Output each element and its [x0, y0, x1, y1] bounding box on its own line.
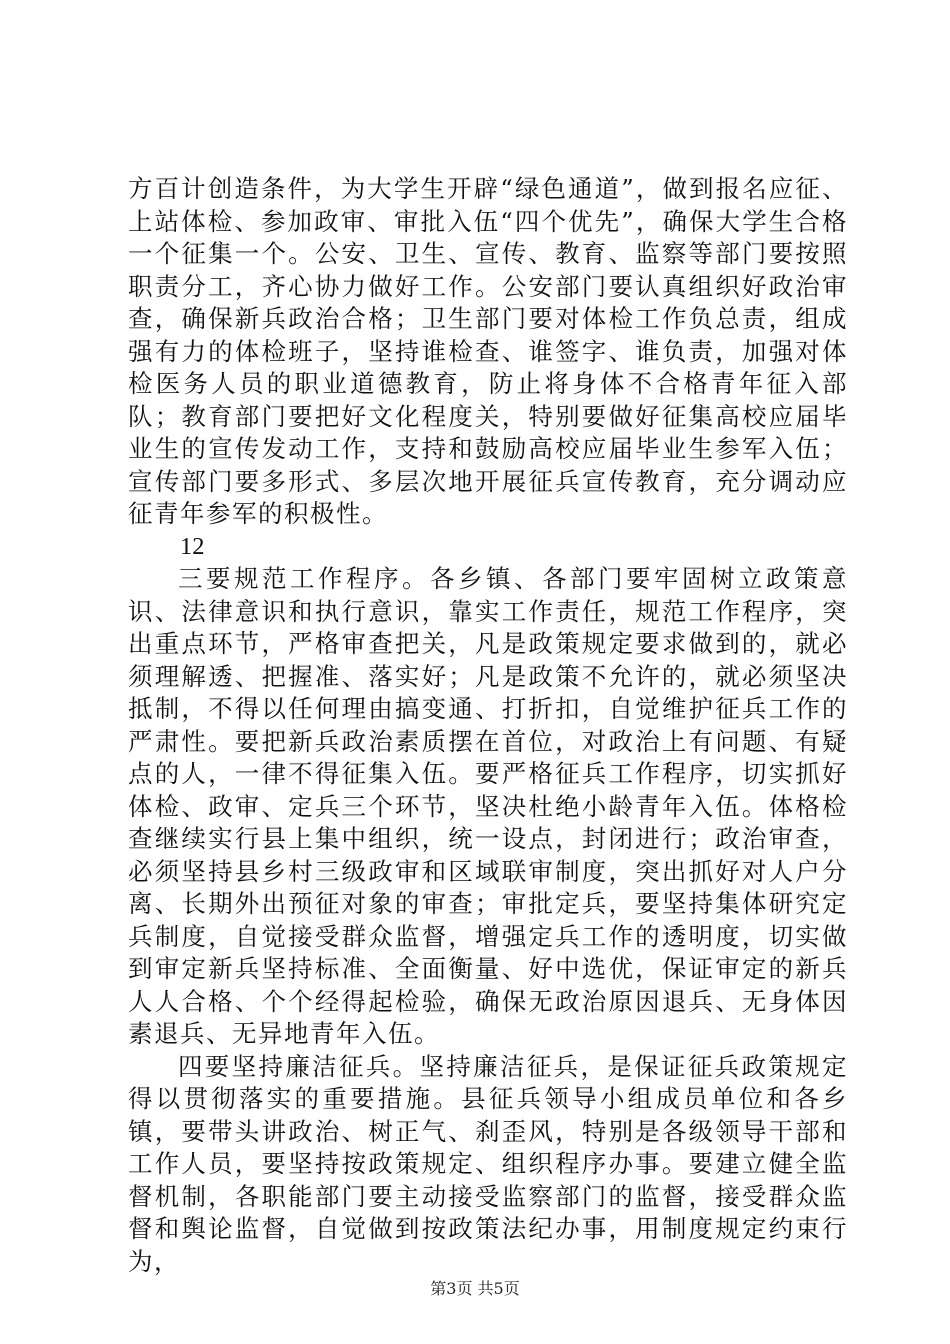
paragraph-departments-duties: 方百计创造条件，为大学生开辟“绿色通道”，做到报名应征、上站体检、参加政审、审批入伍“四个优先”，确保大学生合格一个征集一个。公安、卫生、宣传、教育、监察等部门要按照职责分工，齐心协力做好工作。公安部门要认真组织好政治审查，确保新兵政治合格；卫生部门要对体检工作负总责，组成强有力的体检班子，坚持谁检查、谁签字、谁负责，加强对体检医务人员的职业道德教育，防止将身体不合格青年征入部队；教育部门要把好文化程度关，特别要做好征集高校应届毕业生的宣传发动工作，支持和鼓励高校应届毕业生参军入伍；宣传部门要多形式、多层次地开展征兵宣传教育，充分调动应征青年参军的积极性。	[128, 174, 848, 528]
inline-number: 12	[180, 532, 205, 560]
page-footer: 第3页 共5页	[430, 1279, 520, 1298]
paragraph-clean-recruitment: 四要坚持廉洁征兵。坚持廉洁征兵，是保证征兵政策规定得以贯彻落实的重要措施。县征兵领导小组成员单位和各乡镇，要带头讲政治、树正气、刹歪风，特别是各级领导干部和工作人员，要坚持按政策规定、组织程序办事。要建立健全监督机制，各职能部门要主动接受监察部门的监督，接受群众监督和舆论监督，自觉做到按政策法纪办事，用制度规定约束行为，	[128, 1051, 848, 1276]
paragraph-standardize-procedures: 三要规范工作程序。各乡镇、各部门要牢固树立政策意识、法律意识和执行意识，靠实工作责任，规范工作程序，突出重点环节，严格审查把关，凡是政策规定要求做到的，就必须理解透、把握准、落实好；凡是政策不允许的，就必须坚决抵制，不得以任何理由搞变通、打折扣，自觉维护征兵工作的严肃性。要把新兵政治素质摆在首位，对政治上有问题、有疑点的人，一律不得征集入伍。要严格征兵工作程序，切实抓好体检、政审、定兵三个环节，坚决杜绝小龄青年入伍。体格检查继续实行县上集中组织，统一设点，封闭进行；政治审查，必须坚持县乡村三级政审和区域联审制度，突出抓好对人户分离、长期外出预征对象的审查；审批定兵，要坚持集体研究定兵制度，自觉接受群众监督，增强定兵工作的透明度，切实做到审定新兵坚持标准、全面衡量、好中选优，保证审定的新兵人人合格、个个经得起检验，确保无政治原因退兵、无身体因素退兵、无异地青年入伍。	[128, 564, 848, 1048]
document-body	[128, 173, 848, 1278]
